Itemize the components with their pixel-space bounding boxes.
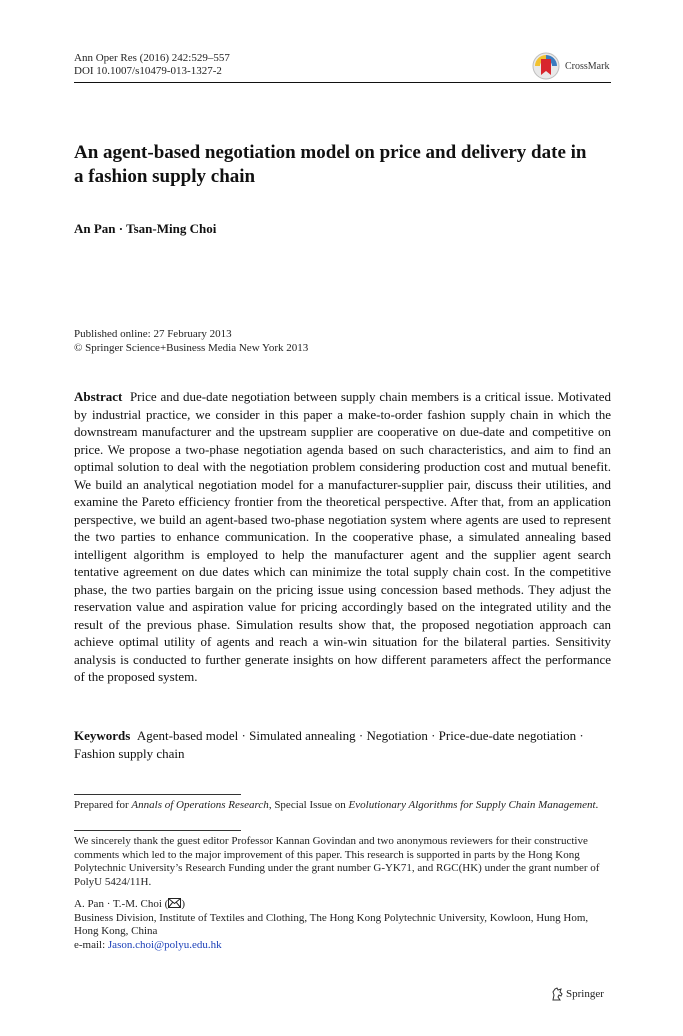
copyright-notice: © Springer Science+Business Media New York 2013 (74, 342, 309, 354)
footnote-prepared-for (74, 799, 611, 813)
abstract (74, 388, 611, 686)
footnote-divider (74, 830, 241, 831)
prepared-suffix: . (595, 799, 599, 811)
special-issue-name: Evolutionary Algorithms for Supply Chain Management (348, 799, 596, 811)
email-line (74, 939, 611, 953)
springer-footer (551, 987, 621, 1003)
header-divider (74, 82, 611, 83)
author-line-close: ) (181, 898, 185, 910)
crossmark-icon (532, 52, 560, 80)
email-link[interactable]: Jason.choi@polyu.edu.hk (107, 939, 222, 952)
footnote-divider (74, 794, 241, 795)
keywords-label: Keywords (74, 728, 131, 743)
springer-horse-icon (551, 987, 564, 1001)
corresponding-author-line (74, 898, 611, 912)
envelope-icon (168, 898, 181, 908)
abstract-text: Price and due-date negotiation between supply chain members is a critical issue. Motivated by industrial practice, we consider in this paper a make-to-order fashion supply chain in which the downstream manufacturer and the upstream supplier are cooperative on due-date and competitive on price. We propose a two-phase negotiation agenda based on such characteristics, and aim to find an optimal solution to deal with the negotiation problem considering production cost and mutual benefit. We build an analytical negotiation model for a manufacturer-supplier pair, discuss their utilities, and examine the Pareto efficiency frontier from the theoretical perspective. After that, from an application perspective, we build an agent-based two-phase negotiation system where agents are used to represent the two parties to enhance communication. In the cooperative phase, a simulated annealing based intelligent algorithm is employed to help the manufacturer agent and the supplier agent search tentative agreement on due dates which can minimize the total supply chain cost. In the competitive phase, the two parties bargain on the pricing issue using concession based methods. They adjust the reservation value and aspiration value for pricing accordingly based on the integrated utility and the result of the previous phase. Simulation results show that, the proposed negotiation approach can achieve optimal utility of agents and reach a win-win situation for the bilateral parties. Sensitivity analysis is conducted to further generate insights on how different parameters affect the performance of the proposed system. (74, 389, 612, 684)
crossmark-label: CrossMark (565, 61, 610, 72)
author-names: A. Pan · T.-M. Choi ( (74, 898, 169, 910)
publisher-name: Springer (566, 988, 604, 1000)
keywords (74, 727, 611, 762)
publication-date: Published online: 27 February 2013 (74, 328, 232, 340)
affiliation-text: Business Division, Institute of Textiles and Clothing, The Hong Kong Polytechnic University, Kowloon, Hung Hom, Hong Kong, China (74, 911, 589, 938)
author-affiliation (74, 898, 611, 953)
prepared-middle: , Special Issue on (268, 799, 349, 811)
journal-name: Annals of Operations Research (131, 799, 269, 811)
crossmark-badge[interactable] (532, 52, 614, 82)
author-list: An Pan · Tsan-Ming Choi (74, 221, 217, 236)
email-label: e-mail: (74, 939, 108, 952)
keywords-text: Agent-based model · Simulated annealing · Negotiation · Price-due-date negotiation · Fashion supply chain (74, 728, 584, 761)
article-title: An agent-based negotiation model on price and delivery date in a fashion supply chain (74, 142, 587, 187)
journal-reference: Ann Oper Res (2016) 242:529–557 (74, 52, 230, 64)
footnote-acknowledgement: We sincerely thank the guest editor Professor Kannan Govindan and two anonymous reviewers for their constructive comments which led to the major improvement of this paper. This research is supported in parts by the Hong Kong Polytechnic University’s Research Funding under the grant number G-YK71, and RGC(HK) under the grant number of PolyU 5424/11H. (74, 835, 600, 889)
doi[interactable]: DOI 10.1007/s10479-013-1327-2 (74, 65, 222, 77)
prepared-prefix: Prepared for (74, 799, 132, 811)
abstract-label: Abstract (74, 389, 123, 404)
